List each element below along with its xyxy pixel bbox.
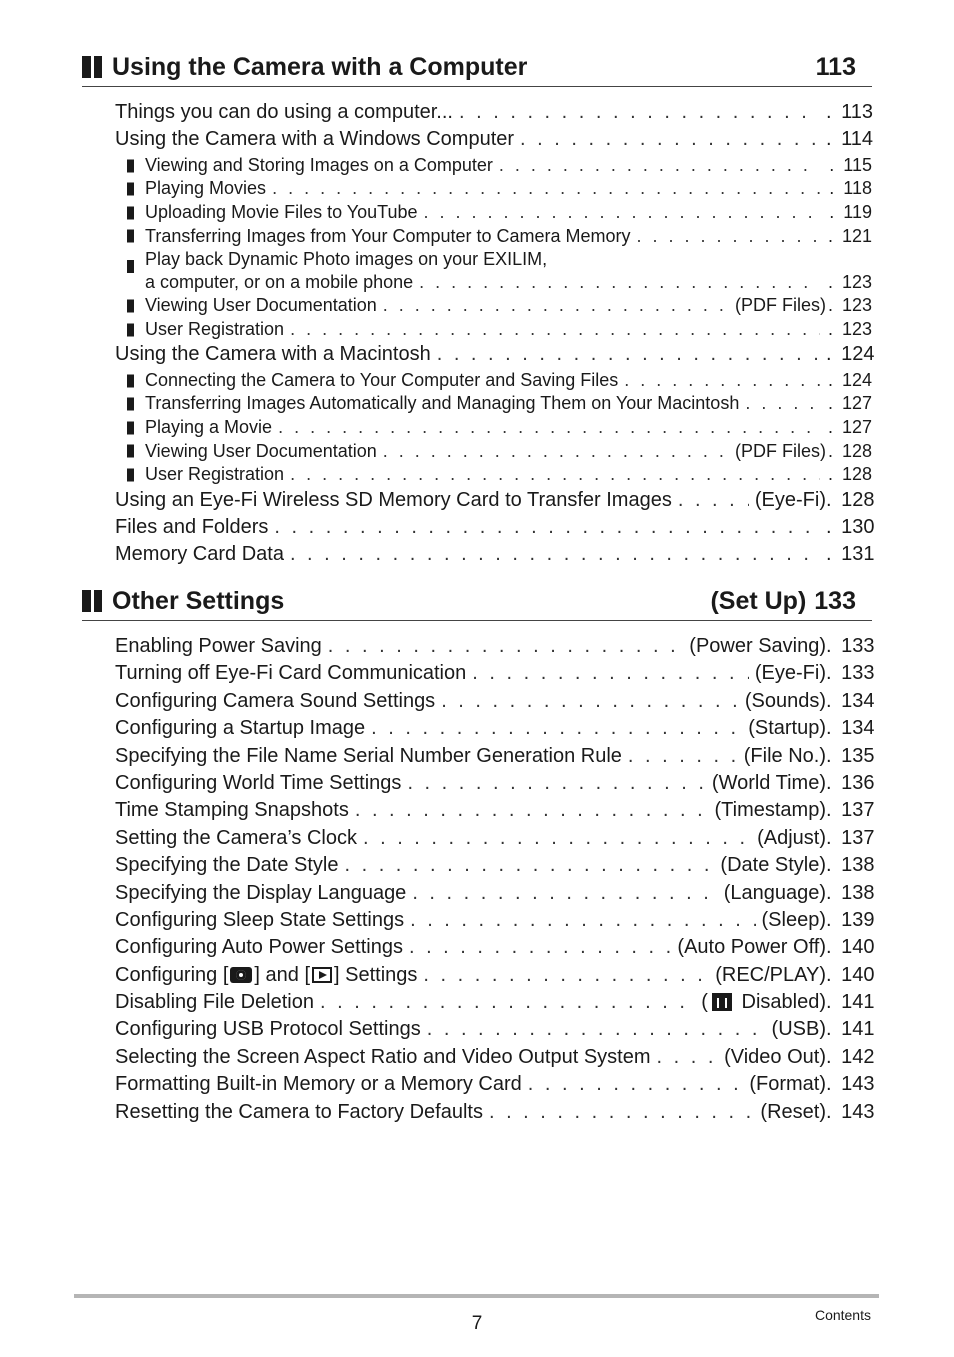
entry-ref: (Power Saving) xyxy=(689,635,826,657)
section-marker-icon xyxy=(82,590,102,612)
entry-page[interactable]: . 121 xyxy=(826,225,872,249)
entry-label: Play back Dynamic Photo images on your EXILIM, xyxy=(145,249,548,270)
entry-label: Viewing and Storing Images on a Computer xyxy=(145,154,493,175)
leader-dots xyxy=(320,989,695,1016)
toc-entries xyxy=(82,621,875,1126)
entry-page[interactable]: . 135 xyxy=(826,743,872,770)
entry-ref: (Video Out) xyxy=(724,1045,826,1068)
page-number: 7 xyxy=(471,1313,483,1334)
entry-label: Configuring Sleep State Settings xyxy=(115,908,405,931)
leader-dots xyxy=(441,688,739,715)
entry-ref-part: Disabled) xyxy=(735,991,826,1014)
entry-label: Playing Movies xyxy=(145,178,267,199)
toc-entry[interactable] xyxy=(115,1016,875,1043)
entry-ref: (File No.) xyxy=(743,744,826,767)
leader-dots xyxy=(628,743,738,770)
camera-icon xyxy=(230,967,252,983)
entry-label: Specifying the File Name Serial Number Generation Rule xyxy=(115,744,622,767)
toc-subentry[interactable] xyxy=(115,369,872,393)
leader-dots xyxy=(383,440,729,464)
toc-entry[interactable] xyxy=(115,743,875,770)
entry-line xyxy=(145,271,872,294)
entry-label: Using the Camera with a Macintosh xyxy=(115,343,431,366)
leader-dots xyxy=(427,1016,766,1043)
entry-ref: (Sounds) xyxy=(744,689,826,712)
entry-page[interactable]: . 113 xyxy=(826,99,872,126)
toc-entry[interactable] xyxy=(115,825,875,852)
bullet-icon xyxy=(127,230,134,243)
leader-dots xyxy=(355,797,709,824)
entry-page[interactable]: . 143 xyxy=(826,1071,872,1098)
entry-page[interactable]: . 136 xyxy=(826,770,872,797)
toc-subentry[interactable] xyxy=(115,177,872,201)
leader-dots xyxy=(437,341,820,368)
entry-ref: (Sleep) xyxy=(761,908,826,931)
entry-ref: (Eye-Fi) xyxy=(754,662,826,685)
bullet-icon xyxy=(127,374,134,387)
entry-ref: (Timestamp) xyxy=(714,799,826,822)
entry-label-part: ] and [ xyxy=(254,963,311,986)
leader-dots xyxy=(409,934,671,961)
entry-page[interactable]: . 137 xyxy=(826,825,872,852)
entry-label: Formatting Built-in Memory or a Memory Card xyxy=(115,1073,522,1096)
bullet-icon xyxy=(127,206,134,219)
entry-ref: (Language) xyxy=(723,881,826,904)
entry-ref: (Reset) xyxy=(760,1100,826,1123)
entry-page[interactable]: . 123 xyxy=(826,271,872,294)
entry-ref-part: ( xyxy=(701,991,708,1014)
entry-page[interactable]: . 115 xyxy=(826,154,872,178)
entry-label: Selecting the Screen Aspect Ratio and Video Output System xyxy=(115,1045,651,1068)
entry-page[interactable]: . 142 xyxy=(826,1044,872,1071)
toc-subentry[interactable] xyxy=(115,416,872,440)
entry-page[interactable]: . 118 xyxy=(826,177,872,201)
leader-dots xyxy=(290,318,820,342)
toc-entry[interactable] xyxy=(115,541,875,568)
entry-ref: (PDF Files) xyxy=(735,440,826,461)
entry-label: Configuring a Startup Image xyxy=(115,717,366,740)
entry-label: Playing a Movie xyxy=(145,416,273,437)
toc-entry[interactable] xyxy=(115,688,875,715)
entry-page[interactable]: . 124 xyxy=(826,369,872,393)
entry-page[interactable]: . 133 xyxy=(826,660,872,687)
toc-entry[interactable] xyxy=(115,770,875,797)
leader-dots xyxy=(499,154,820,178)
toc-entry[interactable] xyxy=(115,852,875,879)
entry-page[interactable]: . 140 xyxy=(826,934,872,961)
toc-entry[interactable] xyxy=(115,989,875,1016)
entry-page[interactable]: . 138 xyxy=(826,852,872,879)
entry-page[interactable]: . 130 xyxy=(826,514,872,541)
entry-label: Configuring Auto Power Settings xyxy=(115,936,403,959)
toc-entry[interactable] xyxy=(115,797,875,824)
toc-subentry[interactable] xyxy=(115,463,872,487)
bullet-icon xyxy=(127,323,134,336)
entry-page[interactable]: . 124 xyxy=(826,341,872,368)
entry-ref: (Startup) xyxy=(748,717,826,740)
leader-dots xyxy=(745,392,820,416)
toc-entry[interactable] xyxy=(115,514,875,541)
leader-dots xyxy=(407,770,705,797)
toc-entries xyxy=(82,87,875,569)
leader-dots xyxy=(278,416,820,440)
entry-page[interactable]: . 128 xyxy=(826,487,872,514)
toc-subentry[interactable] xyxy=(115,201,872,225)
section-page[interactable]: 133 xyxy=(814,586,856,615)
entry-page[interactable]: . 133 xyxy=(826,633,872,660)
bullet-icon xyxy=(127,398,134,411)
leader-dots xyxy=(423,962,709,989)
entry-label: Configuring USB Protocol Settings xyxy=(115,1018,421,1041)
leader-dots xyxy=(520,126,820,153)
entry-label: Configuring Camera Sound Settings xyxy=(115,689,436,712)
entry-ref: (USB) xyxy=(771,1018,826,1041)
toc-entry[interactable] xyxy=(115,487,875,514)
entry-label: Time Stamping Snapshots xyxy=(115,799,349,822)
entry-label: User Registration xyxy=(145,318,285,339)
entry-label: Setting the Camera’s Clock xyxy=(115,826,357,849)
bullet-icon xyxy=(127,421,134,434)
section-heading xyxy=(82,50,872,87)
toc-subentry[interactable] xyxy=(115,440,872,464)
entry-label xyxy=(115,962,417,989)
toc-entry[interactable] xyxy=(115,1071,875,1098)
toc-entry[interactable] xyxy=(115,660,875,687)
entry-page[interactable]: . 137 xyxy=(826,797,872,824)
entry-label: Specifying the Display Language xyxy=(115,881,407,904)
toc-entry[interactable] xyxy=(115,962,875,989)
entry-label: a computer, or on a mobile phone xyxy=(145,272,414,293)
entry-label: Viewing User Documentation xyxy=(145,440,377,461)
entry-page[interactable]: . 119 xyxy=(826,201,872,225)
leader-dots xyxy=(624,369,820,393)
leader-dots xyxy=(678,487,749,514)
section-title: Using the Camera with a Computer xyxy=(112,52,528,81)
entry-label: Files and Folders xyxy=(115,516,269,539)
section-ref: (Set Up) xyxy=(710,586,807,615)
toc-section-settings xyxy=(82,584,875,1126)
toc-entry[interactable] xyxy=(115,715,875,742)
entry-page[interactable]: . 127 xyxy=(826,416,872,440)
leader-dots xyxy=(637,225,820,249)
entry-ref xyxy=(701,989,826,1016)
bullet-icon xyxy=(127,260,134,273)
entry-page[interactable]: . 141 xyxy=(826,989,872,1016)
entry-ref: (Format) xyxy=(749,1073,826,1096)
leader-dots xyxy=(328,633,683,660)
toc-subentry[interactable] xyxy=(115,294,872,318)
entry-label: Transferring Images from Your Computer to Camera Memory xyxy=(145,225,631,246)
leader-dots xyxy=(419,271,820,294)
leader-dots xyxy=(290,463,820,487)
leader-dots xyxy=(459,99,820,126)
entry-label: Enabling Power Saving xyxy=(115,635,322,657)
entry-page[interactable]: . 141 xyxy=(826,1016,872,1043)
entry-ref: (Eye-Fi) xyxy=(754,488,826,511)
section-title: Other Settings xyxy=(112,586,285,615)
section-heading xyxy=(82,584,872,621)
bullet-icon xyxy=(127,183,134,196)
bullet-icon xyxy=(127,159,134,172)
bullet-icon xyxy=(127,468,134,481)
entry-label: Using the Camera with a Windows Computer xyxy=(115,128,515,151)
entry-ref: (World Time) xyxy=(711,771,826,794)
entry-page[interactable]: . 123 xyxy=(826,294,872,318)
entry-page[interactable]: . 127 xyxy=(826,392,872,416)
leader-dots xyxy=(363,825,751,852)
toc-entry[interactable] xyxy=(115,99,872,126)
leader-dots xyxy=(657,1044,719,1071)
toc-entry[interactable] xyxy=(115,907,875,934)
entry-label: Viewing User Documentation xyxy=(145,295,377,316)
entry-label: Uploading Movie Files to YouTube xyxy=(145,201,418,222)
leader-dots xyxy=(383,294,729,318)
leader-dots xyxy=(371,715,742,742)
leader-dots xyxy=(290,541,820,568)
toc-entry[interactable] xyxy=(115,880,875,907)
entry-label: Resetting the Camera to Factory Defaults xyxy=(115,1100,483,1123)
entry-page[interactable]: . 139 xyxy=(826,907,872,934)
entry-label: User Registration xyxy=(145,464,285,485)
entry-page[interactable]: . 114 xyxy=(826,126,872,153)
toc-subentry[interactable] xyxy=(115,225,872,249)
entry-label: Turning off Eye-Fi Card Communication xyxy=(115,662,467,685)
leader-dots xyxy=(272,177,820,201)
entry-page[interactable]: . 140 xyxy=(826,962,872,989)
leader-dots xyxy=(472,660,749,687)
toc-entry[interactable] xyxy=(115,1044,875,1071)
leader-dots xyxy=(489,1099,754,1126)
entry-ref: (PDF Files) xyxy=(735,295,826,316)
entry-label: Specifying the Date Style xyxy=(115,854,339,877)
entry-page[interactable]: . 138 xyxy=(826,880,872,907)
leader-dots xyxy=(410,907,755,934)
toc-subentry[interactable] xyxy=(115,248,872,294)
toc-subentry[interactable] xyxy=(115,318,872,342)
toc-section-computer xyxy=(82,50,875,569)
toc-subentry[interactable] xyxy=(115,154,872,178)
section-marker-icon xyxy=(82,56,102,78)
entry-label-part: Configuring [ xyxy=(115,963,229,986)
entry-label: Connecting the Camera to Your Computer and Saving Files xyxy=(145,369,619,390)
entry-page[interactable]: . 123 xyxy=(826,318,872,342)
footer-contents-link[interactable]: Contents xyxy=(814,1307,871,1323)
leader-dots xyxy=(424,201,820,225)
toc-entry[interactable] xyxy=(115,1099,875,1126)
entry-page[interactable]: . 131 xyxy=(826,541,872,568)
footer-divider xyxy=(74,1294,879,1298)
toc-subentry[interactable] xyxy=(115,392,872,416)
entry-page[interactable]: . 128 xyxy=(826,440,872,464)
entry-page[interactable]: . 134 xyxy=(826,715,872,742)
leader-dots xyxy=(344,852,714,879)
bullet-icon xyxy=(127,445,134,458)
entry-label: Things you can do using a computer... xyxy=(115,101,453,123)
entry-ref: (Auto Power Off) xyxy=(677,936,826,959)
entry-ref: (Adjust) xyxy=(757,826,826,849)
bullet-icon xyxy=(127,299,134,312)
entry-label: Configuring World Time Settings xyxy=(115,771,402,794)
leader-dots xyxy=(528,1071,744,1098)
toc-entry[interactable] xyxy=(115,126,872,153)
entry-ref: (Date Style) xyxy=(720,854,826,877)
toc-entry[interactable] xyxy=(115,341,875,368)
entry-label: Transferring Images Automatically and Managing Them on Your Macintosh xyxy=(145,393,740,414)
entry-label-part: ] Settings xyxy=(334,963,418,986)
entry-label: Using an Eye-Fi Wireless SD Memory Card to Transfer Images xyxy=(115,488,672,511)
entry-page[interactable]: . 143 xyxy=(826,1099,872,1126)
trash-icon xyxy=(712,993,732,1011)
leader-dots xyxy=(274,514,820,541)
toc-entry[interactable] xyxy=(115,633,875,660)
toc-entry[interactable] xyxy=(115,934,875,961)
entry-ref: (REC/PLAY) xyxy=(715,963,826,986)
entry-label: Memory Card Data xyxy=(115,543,284,566)
entry-page[interactable]: . 128 xyxy=(826,463,872,487)
entry-page[interactable]: . 134 xyxy=(826,688,872,715)
section-page[interactable]: 113 xyxy=(815,52,856,81)
leader-dots xyxy=(412,880,717,907)
play-icon xyxy=(312,967,332,983)
entry-label: Disabling File Deletion xyxy=(115,991,314,1014)
